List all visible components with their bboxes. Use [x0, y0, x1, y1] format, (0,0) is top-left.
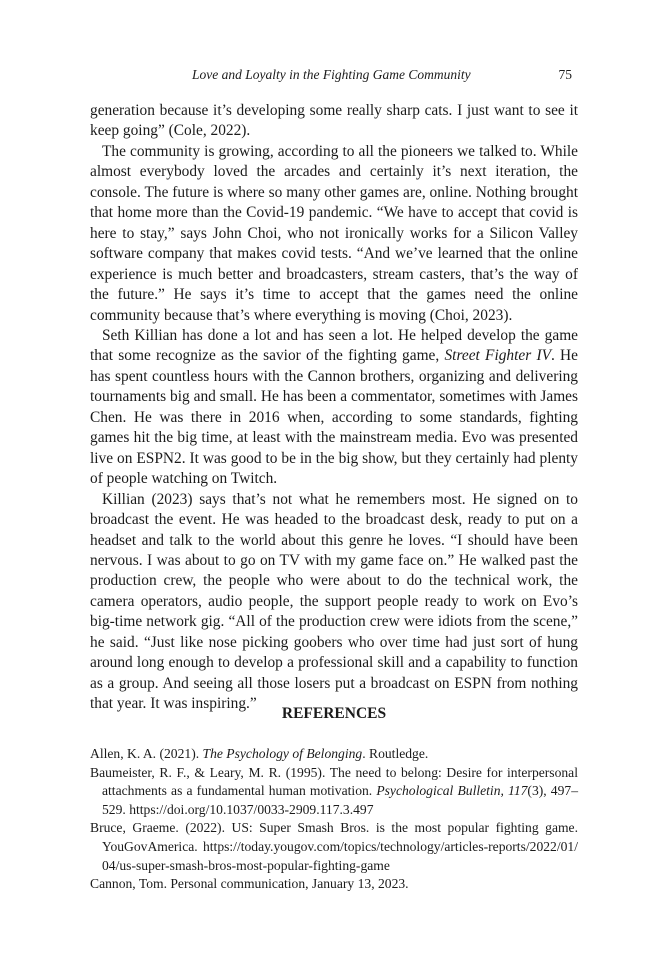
- reference-allen-title: The Psychology of Belonging: [202, 746, 363, 761]
- reference-bruce-text: Bruce, Graeme. (2022). US: Super Smash Bros. is the most popular fighting game. YouGovAmerica.: [90, 820, 578, 854]
- reference-baumeister-journal: Psychological Bulletin, 117: [376, 783, 528, 799]
- paragraph-3: [90, 326, 578, 490]
- reference-cannon: Cannon, Tom. Personal communication, January 13, 2023.: [90, 876, 409, 892]
- reference-allen: [90, 745, 578, 764]
- book-page: [90, 0, 578, 975]
- reference-baumeister-text: Baumeister, R. F., & Leary, M. R. (1995). The need to belong: Desire for interpersonal attachments as a fundamental human motivation.: [90, 764, 578, 799]
- reference-bruce: [90, 819, 578, 875]
- body-text: [90, 101, 578, 715]
- paragraph-3-rest: . He has spent countless hours with the Cannon brothers, organizing and delivering tournaments big and small. He has been a commentator, sometimes with James Chen. He was there in 2016 when, according to some standards, fighting games hit the big time, at least with the mainstream media. Evo was presented live on ESPN2. It was good to be in the big show, but they certainly had plenty of people watching on Twitch.: [90, 347, 578, 488]
- reference-allen-publisher: . Routledge.: [362, 746, 429, 761]
- reference-bruce-url: https://today.yougov.com/topics/technology/articles-reports/2022/01/04/us-super-smash-bros-most-popular-fighting-game: [102, 838, 578, 873]
- paragraph-1: generation because it’s developing some really sharp cats. I just want to see it keep going” (Cole, 2022).: [90, 102, 578, 140]
- references-heading: REFERENCES: [281, 705, 387, 722]
- paragraph-2: The community is growing, according to all the pioneers we talked to. While almost everybody loved the arcades and certainly it’s next iteration, the console. The future is where so many other games are, online. Nothing brought that home more than the Covid-19 pandemic. “We have to accept that covid is here to stay,” says John Choi, who not ironically works for a Silicon Valley software company that makes covid tests. “And we’ve learned that the online experience is much better and broadcasters, stream casters, that’s the way of the future.” He says it’s time to accept that the games need the online community because that’s where everything is moving (Choi, 2023).: [90, 142, 578, 324]
- running-head-title: Love and Loyalty in the Fighting Game Community: [192, 67, 471, 82]
- page-number: 75: [558, 67, 572, 82]
- game-title-street-fighter-iv: Street Fighter IV: [444, 347, 551, 365]
- running-head: [90, 67, 578, 87]
- paragraph-4: Killian (2023) says that’s not what he remembers most. He signed on to broadcast the event. He was headed to the broadcast desk, ready to put on a headset and talk to the world about this genre he loves. “I should have been nervous. I was about to go on TV with my game face on.” He walked past the production crew, the people who were about to do the technical work, the camera operators, audio people, the support people ready to work on Evo’s big-time network gig. “All of the production crew were idiots from the scene,” he said. “Just like nose picking goobers who over time had just sort of hung around long enough to develop a professional skill and a capability to function as a group. And seeing all those losers put a broadcast on ESPN from nothing that year. It was inspiring.”: [90, 490, 578, 713]
- reference-allen-author: Allen, K. A. (2021).: [90, 746, 203, 761]
- reference-baumeister: [90, 764, 578, 820]
- reference-baumeister-pages: (3), 497–529. https://doi.org/10.1037/0033-2909.117.3.497: [102, 783, 578, 817]
- paragraph-3-start: Seth Killian has done a lot and has seen a lot. He helped develop the game that some recognize as the savior of the fighting game,: [90, 326, 578, 365]
- references-list: [90, 745, 578, 894]
